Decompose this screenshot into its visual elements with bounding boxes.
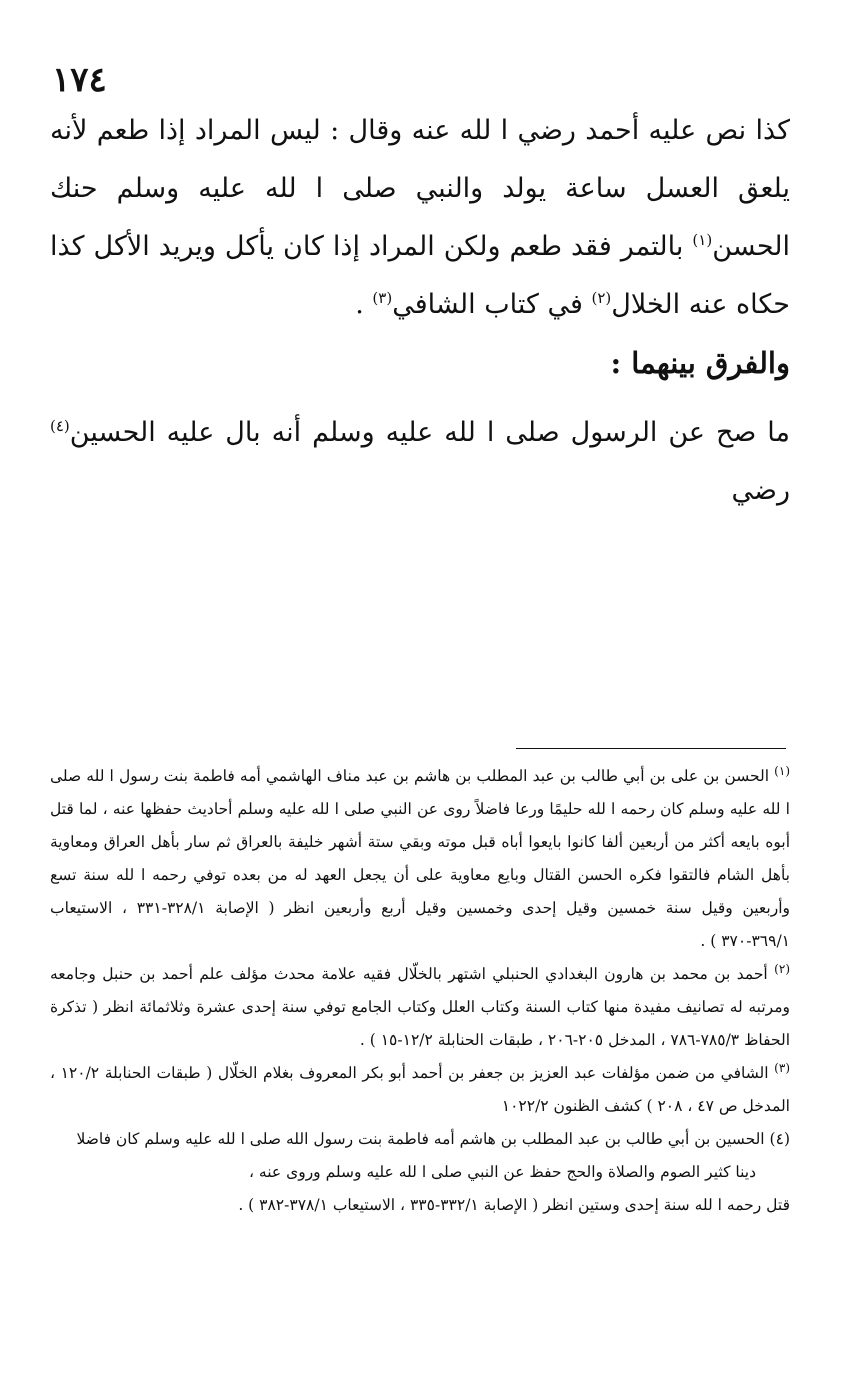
footnote-4 — [50, 1123, 790, 1222]
footnote-marker: (١) — [774, 763, 790, 778]
footnote-ref-2: (٢) — [591, 289, 612, 307]
paragraph-text: . — [355, 289, 373, 320]
footnote-ref-1: (١) — [692, 231, 713, 249]
footnote-text: الحسن بن على بن أبي طالب بن عبد المطلب بن هاشم بن عبد مناف الهاشمي أمه فاطمة بنت رسول ا لله صلى ا لله عليه وسلم كان رحمه ا لله حليمًا ورعا فاضلاً روى عن النبي صلى ا لله عليه وسلم أحاديث حفظها عنه ، لما قتل أبوه بايعه أكثر من أربعين ألفا كانوا بايعوا أباه قبل موته وبقي ستة أشهر خليفة بالعراق ثم سار بأهل العراق ومعاوية بأهل الشام فالتقوا فكره الحسن القتال وبايع معاوية على أن يجعل العهد له من بعده توفي رحمه ا لله سنة تسع وأربعين وقيل سنة خمسين وقيل إحدى وخمسين وقيل أربع وأربعين انظر ( الإصابة ٣٢٨/١-٣٣١ ، الاستيعاب ٣٦٩/١-٣٧٠ ) . — [50, 767, 791, 950]
footnote-marker: (٢) — [774, 961, 790, 976]
footnote-text: أحمد بن محمد بن هارون البغدادي الحنبلي اشتهر بالخلّال فقيه علامة محدث مؤلف علم أحمد بن حنبل وجامعه ومرتبه له تصانيف مفيدة منها كتاب السنة وكتاب العلل وكتاب الجامع توفي سنة إحدى عشرة وثلاثمائة انظر ( تذكرة الحفاظ ٧٨٥/٣-٧٨٦ ، المدخل ٢٠٥-٢٠٦ ، طبقات الحنابلة ١٢/٢-١٥ ) . — [50, 965, 790, 1049]
footnotes-section — [50, 760, 790, 1222]
footnote-divider — [516, 748, 786, 749]
footnote-text-indented: دينا كثير الصوم والصلاة والحج حفظ عن النبي صلى ا لله عليه وسلم وروى عنه ، — [248, 1163, 756, 1181]
section-heading: والفرق بينهما : — [610, 346, 790, 380]
footnote-text: الحسين بن أبي طالب بن عبد المطلب بن هاشم أمه فاطمة بنت رسول الله صلى ا لله عليه وسلم كان فاضلا — [76, 1130, 765, 1148]
footnote-marker: (٤) — [769, 1130, 790, 1148]
page-number: ١٧٤ — [52, 60, 107, 100]
footnote-text: الشافي من ضمن مؤلفات عبد العزيز بن جعفر بن أحمد أبو بكر المعروف بغلام الخلّال ( طبقات الحنابلة ١٢٠/٢ ، المدخل ص ٤٧ ، ٢٠٨ ) كشف الظنون ١٠٢٢/٢ — [50, 1064, 790, 1115]
footnote-marker: (٣) — [774, 1060, 790, 1075]
footnote-text-end: قتل رحمه ا لله سنة إحدى وستين انظر ( الإصابة ٣٣٢/١-٣٣٥ ، الاستيعاب ٣٧٨/١-٣٨٢ ) . — [238, 1196, 790, 1214]
second-paragraph — [50, 404, 790, 520]
footnote-1 — [50, 760, 790, 958]
paragraph-text: رضي — [731, 475, 790, 506]
paragraph-text: بالتمر فقد طعم ولكن المراد إذا كان يأكل ويريد الأكل كذا حكاه عنه الخلال — [50, 231, 790, 320]
footnote-ref-4: (٤) — [50, 417, 70, 435]
paragraph-text: ما صح عن الرسول صلى ا لله عليه وسلم أنه بال عليه الحسين — [69, 417, 790, 448]
paragraph-text: في كتاب الشافي — [392, 289, 592, 320]
paragraph-text: كذا نص عليه أحمد رضي ا لله عنه وقال : ليس المراد إذا طعم لأنه يلعق العسل ساعة يولد والنبي صلى ا لله عليه وسلم حنك الحسن — [50, 115, 790, 262]
main-paragraph — [50, 102, 790, 334]
footnote-ref-3: (٣) — [372, 289, 393, 307]
footnote-3 — [50, 1057, 790, 1123]
footnote-2 — [50, 958, 790, 1057]
